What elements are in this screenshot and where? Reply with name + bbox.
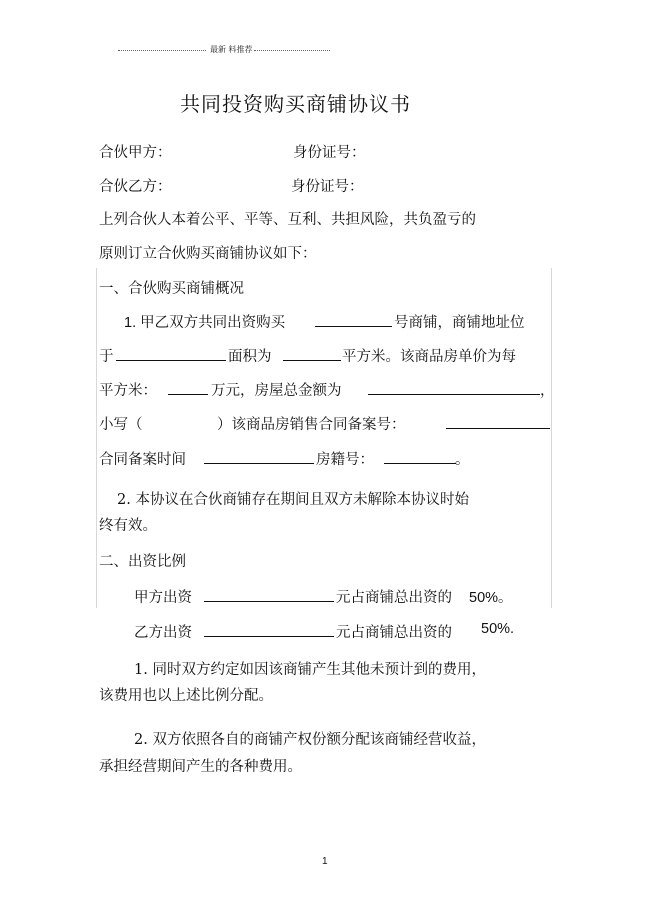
property-register-blank xyxy=(384,449,456,464)
item-2-line-2: 终有效。 xyxy=(99,518,157,534)
party-a-contribution-text: 元占商铺总出资的 xyxy=(336,590,452,606)
section-2-heading: 二、出资比例 xyxy=(99,554,186,570)
item-1-line-2c: 平方米。该商品房单价为每 xyxy=(342,349,516,365)
clause-1-line-2: 该费用也以上述比例分配。 xyxy=(99,688,273,704)
party-a-amount-blank xyxy=(204,587,334,602)
total-amount-blank xyxy=(368,380,540,395)
party-a-label: 合伙甲方： xyxy=(99,145,172,161)
clause-2-line-1: 2. 双方依照各自的商铺产权份额分配该商铺经营收益， xyxy=(134,732,486,748)
party-b-amount-blank xyxy=(204,622,334,637)
unit-price-blank xyxy=(168,380,208,395)
address-blank xyxy=(116,346,226,361)
section-1-heading: 一、合伙购买商铺概况 xyxy=(99,281,244,297)
party-b-contribution-text: 元占商铺总出资的 xyxy=(336,625,452,641)
shop-number-blank xyxy=(315,312,392,327)
party-b-percentage: 50%. xyxy=(481,621,515,637)
item-1-line-5b: 房籍号： xyxy=(316,452,374,468)
item-1-line-3c: ， xyxy=(540,383,555,399)
item-1-line-4b: ）该商品房销售合同备案号： xyxy=(217,417,406,433)
item-1-line-5c: 。 xyxy=(455,452,470,468)
item-1-line-3b: 万元，房屋总金额为 xyxy=(211,383,342,399)
item-1-line-1a: 1. 甲乙双方共同出资购买 xyxy=(124,315,286,331)
party-a-contribution-label: 甲方出资 xyxy=(134,590,192,606)
intro-line-2: 原则订立合伙购买商铺协议如下： xyxy=(99,246,317,262)
margin-line-right xyxy=(551,268,552,608)
party-b-id-label: 身份证号： xyxy=(291,179,364,195)
filing-date-blank xyxy=(204,449,314,464)
party-b-label: 合伙乙方： xyxy=(99,179,172,195)
page-number: 1 xyxy=(322,856,328,867)
item-1-line-3a: 平方米： xyxy=(99,383,157,399)
clause-2-line-2: 承担经营期间产生的各种费用。 xyxy=(99,759,302,775)
area-blank xyxy=(283,346,341,361)
party-a-percentage: 50%。 xyxy=(469,590,513,606)
document-title: 共同投资购买商铺协议书 xyxy=(180,92,411,116)
header-rule-left xyxy=(118,50,206,51)
item-1-line-4a: 小写（ xyxy=(99,417,143,433)
header-rule-right xyxy=(254,50,330,51)
item-1-line-1b: 号商铺，商铺地址位 xyxy=(394,315,525,331)
intro-line-1: 上列合伙人本着公平、平等、互利、共担风险，共负盈亏的 xyxy=(99,212,476,228)
item-2-line-1: 2. 本协议在合伙商铺存在期间且双方未解除本协议时始 xyxy=(117,492,469,508)
item-1-line-2b: 面积为 xyxy=(228,349,272,365)
margin-line-left xyxy=(96,268,97,608)
party-a-id-label: 身份证号： xyxy=(293,145,366,161)
party-b-contribution-label: 乙方出资 xyxy=(134,625,192,641)
item-1-line-5a: 合同备案时间 xyxy=(99,452,186,468)
item-1-line-2a: 于 xyxy=(99,349,114,365)
clause-1-line-1: 1. 同时双方约定如因该商铺产生其他未预计到的费用， xyxy=(134,662,486,678)
filing-number-blank xyxy=(446,414,550,429)
header-note: 最新 料推荐 xyxy=(210,45,253,54)
